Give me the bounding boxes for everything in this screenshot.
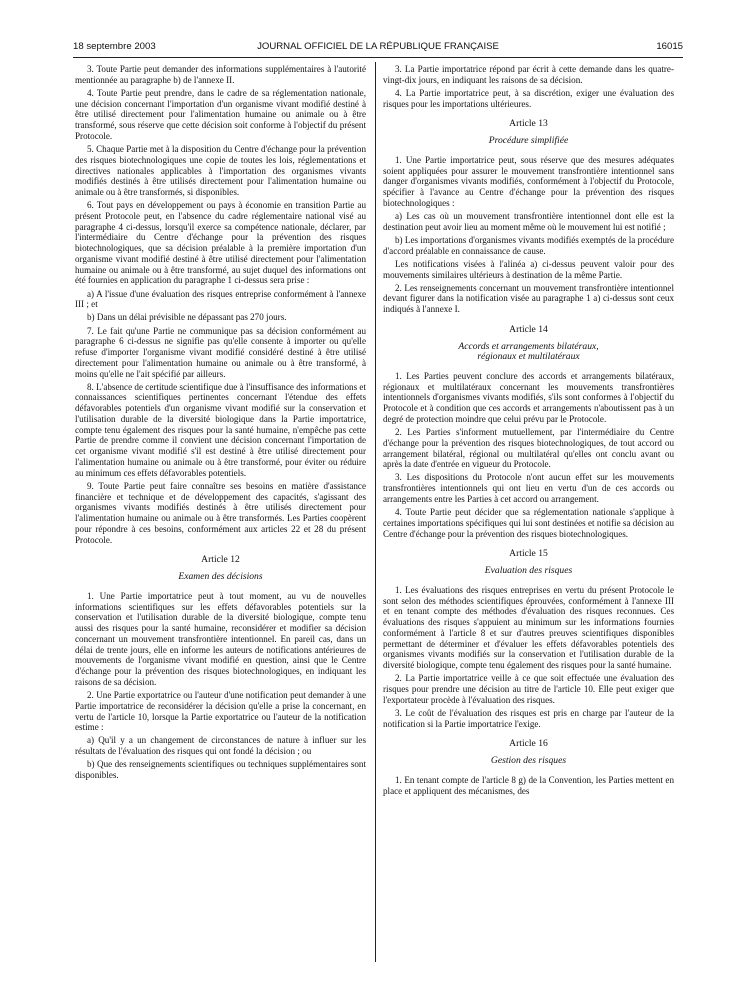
- article-heading: Article 14: [509, 323, 548, 335]
- article-heading: Article 12: [201, 554, 240, 566]
- paragraph: 1. En tenant compte de l'article 8 g) de la Convention, les Parties mettent en place et appliquent des mécanismes, des: [383, 774, 674, 796]
- left-column: [75, 64, 366, 783]
- article-title: régionaux et multilatéraux: [477, 351, 580, 363]
- header-date: 18 septembre 2003: [73, 41, 156, 52]
- paragraph: 1. Les Parties peuvent conclure des accords et arrangements bilatéraux, régionaux et multilatéraux concernant les mouvements transfrontières intentionnels d'organismes vivants modifiés, s'ils sont conformes à l'objectif du Protocole et à condition que ces accords et arrangements n'aboutissent pas à un degré de protection moindre que celui prévu par le Protocole.: [383, 370, 674, 424]
- paragraph: 3. Les dispositions du Protocole n'ont aucun effet sur les mouvements transfrontières intentionnels qui ont lieu en vertu d'un de ces accords ou arrangements entre les Parties à cet accord ou arrangement.: [383, 472, 674, 504]
- right-column: [383, 64, 674, 799]
- paragraph: 2. Une Partie exportatrice ou l'auteur d'une notification peut demander à une Partie importatrice de reconsidérer la décision qu'elle a prise la concernant, en vertu de l'article 10, lorsque la Partie exportatrice ou l'auteur de la notification estime :: [75, 690, 366, 733]
- page-number: 16015: [656, 41, 683, 52]
- article-title: Gestion des risques: [490, 755, 567, 767]
- paragraph: 4. La Partie importatrice peut, à sa discrétion, exiger une évaluation des risques pour les importations ultérieures.: [383, 87, 674, 109]
- paragraph: 4. Toute Partie peut prendre, dans le cadre de sa réglementation nationale, une décision concernant l'importation d'un organisme vivant modifié destiné à être utilisé directement pour l'alimentation humaine ou animale ou à être transformé, sous réserve que cette décision soit conforme à l'objectif du présent Protocole.: [75, 87, 366, 141]
- paragraph: 5. Chaque Partie met à la disposition du Centre d'échange pour la prévention des risques biotechnologiques une copie de toutes les lois, réglementations et directives nationales applicables à l'importation des organismes vivants modifiés destinés à être utilisés directement pour l'alimentation humaine ou animale ou à être transformés, si disponibles.: [75, 144, 366, 198]
- paragraph: 8. L'absence de certitude scientifique due à l'insuffisance des informations et connaissances scientifiques pertinentes concernant l'étendue des effets défavorables potentiels d'un organisme vivant modifié sur la conservation et l'utilisation durable de la diversité biologique dans la Partie importatrice, compte tenu également des risques pour la santé humaine, n'empêche pas cette Partie de prendre comme il convient une décision concernant l'importation de cet organisme vivant modifié s'il est destiné à être utilisé directement pour l'alimentation humaine ou animale ou à être transformé, pour éviter ou réduire au minimum ces effets défavorables potentiels.: [75, 381, 366, 478]
- journal-title: JOURNAL OFFICIEL DE LA RÉPUBLIQUE FRANÇAISE: [257, 41, 499, 52]
- column-divider: [375, 62, 376, 962]
- paragraph: 2. La Partie importatrice veille à ce que soit effectuée une évaluation des risques pour prendre une décision au titre de l'article 10. Elle peut exiger que l'exportateur procède à l'évaluation des risques.: [383, 673, 674, 705]
- paragraph: 1. Une Partie importatrice peut, sous réserve que des mesures adéquates soient appliquées pour assurer le mouvement transfrontière intentionnel sans danger d'organismes vivants modifiés, conformément à l'objectif du Protocole, spécifier à l'avance au Centre d'échange pour la prévention des risques biotechnologiques :: [383, 154, 674, 208]
- paragraph: 2. Les renseignements concernant un mouvement transfrontière intentionnel devant figurer dans la notification visée au paragraphe 1 a) ci-dessus sont ceux indiqués à l'annexe I.: [383, 282, 674, 315]
- header-rule: [73, 57, 683, 58]
- paragraph: a) Qu'il y a un changement de circonstances de nature à influer sur les résultats de l'évaluation des risques qui ont fondé la décision ; ou: [75, 735, 366, 757]
- article-title: Examen des décisions: [178, 571, 263, 583]
- paragraph: b) Que des renseignements scientifiques ou techniques supplémentaires sont disponibles.: [75, 759, 366, 781]
- paragraph: 1. Une Partie importatrice peut à tout moment, au vu de nouvelles informations scientifiques sur les effets défavorables potentiels sur la conservation et l'utilisation durable de la diversité biologique, compte tenu aussi des risques pour la santé humaine, reconsidérer et modifier sa décision concernant un mouvement transfrontière intentionnel. En pareil cas, dans un délai de trente jours, elle en informe les auteurs de notifications antérieures de mouvements de l'organisme vivant modifié en question, ainsi que le Centre d'échange pour la prévention des risques biotechnologiques, en indiquant les raisons de sa décision.: [75, 590, 366, 687]
- paragraph: a) Les cas où un mouvement transfrontière intentionnel dont elle est la destination peut avoir lieu au moment même où le mouvement lui est notifié ;: [383, 211, 674, 232]
- paragraph: 6. Tout pays en développement ou pays à économie en transition Partie au présent Protocole peut, en l'absence du cadre réglementaire national visé au paragraphe 4 ci-dessus, lorsqu'il exerce sa compétence nationale, déclarer, par l'intermédiaire du Centre d'échange pour la prévention des risques biotechnologiques, que sa décision préalable à la première importation d'un organisme vivant modifié destiné à être utilisé directement pour l'alimentation humaine ou animale ou à être transformé, au sujet duquel des informations ont été fournies en application du paragraphe 1 ci-dessus sera prise :: [75, 200, 366, 286]
- article-heading: Article 13: [509, 118, 548, 130]
- paragraph: 3. Le coût de l'évaluation des risques est pris en charge par l'auteur de la notification si la Partie importatrice l'exige.: [383, 707, 674, 729]
- article-title: Procédure simplifiée: [488, 135, 569, 147]
- paragraph: Les notifications visées à l'alinéa a) ci-dessus peuvent valoir pour des mouvements similaires ultérieurs à destination de la même Partie.: [383, 258, 674, 280]
- paragraph: 9. Toute Partie peut faire connaître ses besoins en matière d'assistance financière et technique et de développement des capacités, s'agissant des organismes vivants modifiés destinés à être utilisés directement pour l'alimentation humaine ou animale ou à être transformés. Les Parties coopèrent pour répondre à ces besoins, conformément aux articles 22 et 28 du présent Protocole.: [75, 480, 366, 545]
- article-heading: Article 16: [509, 738, 548, 750]
- article-heading: Article 15: [509, 548, 548, 560]
- paragraph: 3. Toute Partie peut demander des informations supplémentaires à l'autorité mentionnée au paragraphe b) de l'annexe II.: [75, 64, 366, 85]
- paragraph: 4. Toute Partie peut décider que sa réglementation nationale s'applique à certaines importations spécifiques qui lui sont destinées et notifie sa décision au Centre d'échange pour la prévention des risques biotechnologiques.: [383, 507, 674, 539]
- article-title: Evaluation des risques: [484, 565, 573, 577]
- paragraph: 7. Le fait qu'une Partie ne communique pas sa décision conformément au paragraphe 6 ci-dessus ne signifie pas qu'elle consente à importer ou qu'elle refuse d'importer l'organisme vivant modifié considéré destiné à être utilisé directement pour l'alimentation humaine ou animale ou à être transformé, à moins qu'elle ne l'ait spécifié par ailleurs.: [75, 325, 366, 379]
- paragraph: 3. La Partie importatrice répond par écrit à cette demande dans les quatre-vingt-dix jours, en indiquant les raisons de sa décision.: [383, 64, 674, 85]
- paragraph: b) Les importations d'organismes vivants modifiés exemptés de la procédure d'accord préalable en connaissance de cause.: [383, 234, 674, 256]
- article-title: Accords et arrangements bilatéraux,: [458, 340, 599, 352]
- page-header: [73, 41, 683, 57]
- paragraph: b) Dans un délai prévisible ne dépassant pas 270 jours.: [87, 312, 287, 323]
- paragraph: 2. Les Parties s'informent mutuellement, par l'intermédiaire du Centre d'échange pour la prévention des risques biotechnologiques, de tout accord ou arrangement bilatéral, régional ou multilatéral qu'elles ont conclu avant ou après la date d'entrée en vigueur du Protocole.: [383, 427, 674, 470]
- paragraph: 1. Les évaluations des risques entreprises en vertu du présent Protocole le sont selon des méthodes scientifiques éprouvées, conformément à l'annexe III et en tenant compte des méthodes d'évaluation des risques reconnues. Ces évaluations des risques s'appuient au minimum sur les informations fournies conformément à l'article 8 et sur d'autres preuves scientifiques disponibles permettant de déterminer et d'évaluer les effets défavorables potentiels des organismes vivants modifiés sur la conservation et l'utilisation durable de la diversité biologique, compte tenu également des risques pour la santé humaine.: [383, 584, 674, 671]
- paragraph: a) A l'issue d'une évaluation des risques entreprise conformément à l'annexe III ; et: [75, 288, 366, 310]
